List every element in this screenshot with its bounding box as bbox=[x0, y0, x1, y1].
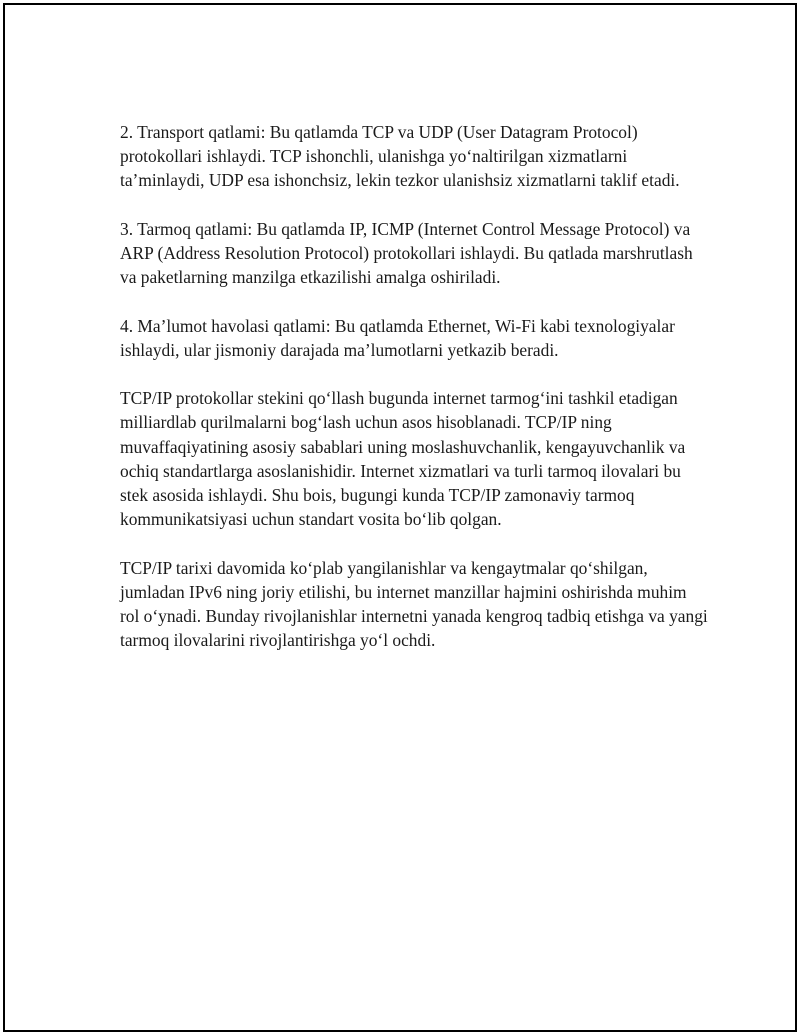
paragraph-tcpip-usage: TCP/IP protokollar stekini qo‘llash bugunda internet tarmog‘ini tashkil etadigan milliardlab qurilmalarni bog‘lash uchun asos hisoblanadi. TCP/IP ning muvaffaqiyatining asosiy sabablari uning moslashuvchanlik, kengayuvchanlik va ochiq standartlarga asoslanishidir. Internet xizmatlari va turli tarmoq ilovalari bu stek asosida ishlaydi. Shu bois, bugungi kunda TCP/IP zamonaviy tarmoq kommunikatsiyasi uchun standart vosita bo‘lib qolgan. bbox=[120, 388, 686, 530]
paragraph-tcpip-history: TCP/IP tarixi davomida ko‘plab yangilanishlar va kengaytmalar qo‘shilgan, jumladan IPv6 ning joriy etilishi, bu internet manzillar hajmini oshirishda muhim rol o‘ynadi. Bunday rivojlanishlar internetni yanada kengroq tadbiq etishga va yangi tarmoq ilovalarini rivojlantirishga yo‘l ochdi. bbox=[120, 557, 708, 651]
paragraph-data-link-layer: 4. Ma’lumot havolasi qatlami: Bu qatlamda Ethernet, Wi-Fi kabi texnologiyalar ishlaydi, ular jismoniy darajada ma’lumotlarni yetkazib beradi. bbox=[120, 315, 675, 360]
paragraph-transport-layer: 2. Transport qatlami: Bu qatlamda TCP va UDP (User Datagram Protocol) protokollari ishlaydi. TCP ishonchli, ulanishga yo‘naltirilgan xizmatlarni ta’minlaydi, UDP esa ishonchsiz, lekin tezkor ulanishsiz xizmatlarni taklif etadi. bbox=[120, 122, 680, 191]
document-body bbox=[120, 120, 710, 677]
paragraph-network-layer: 3. Tarmoq qatlami: Bu qatlamda IP, ICMP (Internet Control Message Protocol) va ARP (Address Resolution Protocol) protokollari ishlaydi. Bu qatlada marshrutlash va paketlarning manzilga etkazilishi amalga oshiriladi. bbox=[120, 218, 693, 288]
page bbox=[3, 3, 797, 1032]
